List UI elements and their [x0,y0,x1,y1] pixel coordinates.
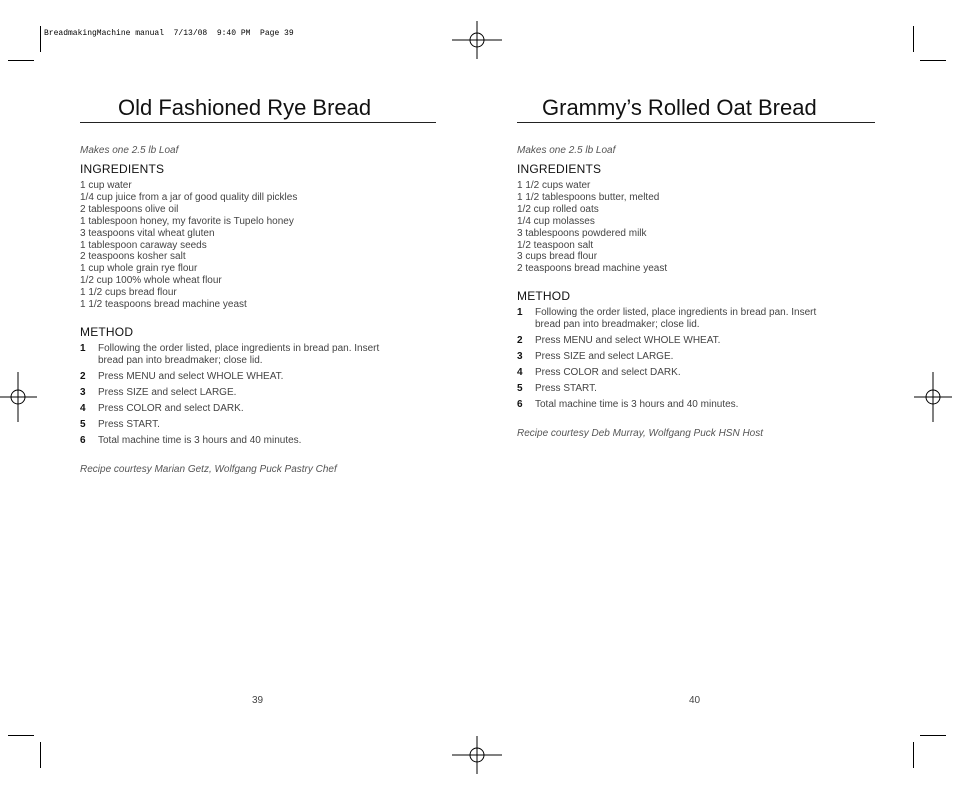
step-number: 4 [517,367,523,379]
list-item: 1 1/2 cups bread flour [80,287,177,299]
method-steps [80,343,440,447]
recipe-credit: Recipe courtesy Deb Murray, Wolfgang Puck HSN Host [517,428,764,440]
page-number-right: 40 [689,695,701,706]
step-text: Total machine time is 3 hours and 40 minutes. [98,434,302,446]
title-wrap [80,94,440,122]
step-number: 2 [517,335,523,347]
list-item: 1/2 cup 100% whole wheat flour [80,275,222,287]
step-text: Press START. [535,383,597,395]
print-slug-line: BreadmakingMachine manual 7/13/08 9:40 PM Page 39 [44,29,294,38]
list-item: 1/4 cup juice from a jar of good quality dill pickles [80,191,298,203]
recipe-title: Grammy’s Rolled Oat Bread [542,95,817,120]
list-item: 3 teaspoons vital wheat gluten [80,227,215,239]
method-step [80,419,440,431]
ingredients-heading: INGREDIENTS [80,162,165,176]
registration-mark-icon [0,372,43,422]
method-step [517,367,877,379]
registration-mark-icon [452,730,502,780]
list-item: 3 tablespoons powdered milk [517,227,647,239]
method-step [80,387,440,399]
crop-mark [913,26,914,52]
step-number: 3 [517,351,523,363]
title-rule [80,122,436,123]
ingredients-list [80,180,440,311]
step-number: 5 [80,418,86,430]
step-number: 5 [517,383,523,395]
method-heading: METHOD [80,324,134,339]
step-number: 3 [80,386,86,398]
step-number: 6 [80,434,86,446]
step-text: Press COLOR and select DARK. [535,367,681,379]
step-number: 1 [80,342,86,354]
step-number: 1 [517,307,523,319]
title-wrap [517,94,877,122]
method-heading: METHOD [517,289,571,304]
recipe-right [517,94,877,440]
list-item: 1 1/2 teaspoons bread machine yeast [80,299,247,311]
list-item: 2 teaspoons bread machine yeast [517,263,668,275]
method-step [517,399,877,411]
step-text: Press MENU and select WHOLE WHEAT. [535,335,721,347]
registration-mark-icon [452,15,502,65]
crop-mark [913,742,914,768]
method-steps [517,307,877,411]
method-step [517,335,877,347]
crop-mark [40,26,41,52]
crop-mark [8,60,34,61]
step-text: Following the order listed, place ingredients in bread pan. Insert bread pan into breadmaker; close lid. [535,307,817,331]
recipe-left [80,94,440,476]
yield-text: Makes one 2.5 lb Loaf [517,145,616,156]
step-number: 2 [80,370,86,382]
step-text: Total machine time is 3 hours and 40 minutes. [535,399,739,411]
step-text: Press SIZE and select LARGE. [98,386,237,398]
step-text: Press SIZE and select LARGE. [535,351,674,363]
method-step [517,383,877,395]
step-text: Press COLOR and select DARK. [98,402,244,414]
list-item: 1/2 cup rolled oats [517,203,599,215]
list-item: 1 1/2 tablespoons butter, melted [517,191,660,203]
method-step [80,403,440,415]
title-rule [517,122,875,123]
list-item: 1 cup water [80,180,132,191]
list-item: 2 teaspoons kosher salt [80,251,186,263]
list-item: 1/2 teaspoon salt [517,239,594,251]
crop-mark [920,60,946,61]
list-item: 1/4 cup molasses [517,215,595,227]
recipe-title: Old Fashioned Rye Bread [118,95,372,120]
crop-mark [920,735,946,736]
recipe-credit: Recipe courtesy Marian Getz, Wolfgang Puck Pastry Chef [80,463,337,475]
list-item: 1 1/2 cups water [517,180,591,191]
crop-mark [8,735,34,736]
crop-mark [40,742,41,768]
list-item: 1 cup whole grain rye flour [80,263,198,275]
method-step [517,351,877,363]
step-text: Press START. [98,418,160,430]
yield-text: Makes one 2.5 lb Loaf [80,145,179,156]
ingredients-heading: INGREDIENTS [517,162,602,176]
list-item: 2 tablespoons olive oil [80,203,179,215]
step-number: 4 [80,402,86,414]
page-number-left: 39 [252,695,264,706]
method-step [517,307,877,331]
step-text: Following the order listed, place ingredients in bread pan. Insert bread pan into breadmaker; close lid. [98,342,380,366]
list-item: 3 cups bread flour [517,251,598,263]
method-step [80,435,440,447]
method-step [80,371,440,383]
method-step [80,343,440,367]
list-item: 1 tablespoon honey, my favorite is Tupelo honey [80,215,294,227]
step-text: Press MENU and select WHOLE WHEAT. [98,370,284,382]
list-item: 1 tablespoon caraway seeds [80,239,207,251]
ingredients-list [517,180,877,275]
step-number: 6 [517,399,523,411]
registration-mark-icon [908,372,954,422]
